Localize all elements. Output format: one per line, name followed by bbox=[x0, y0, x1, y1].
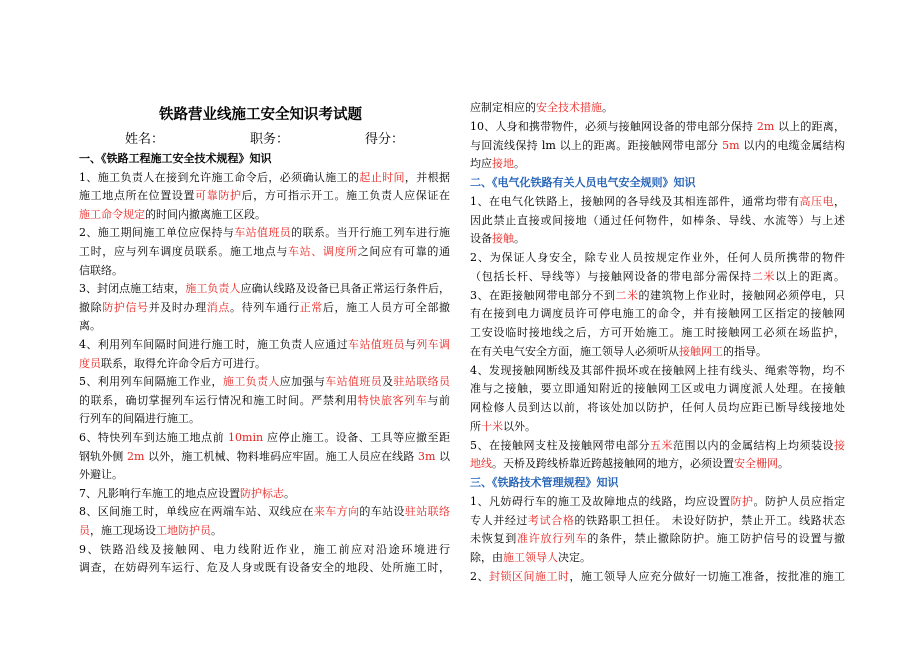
highlighted-answer: 正常 bbox=[299, 300, 323, 314]
text-line bbox=[470, 532, 845, 546]
highlighted-answer: 车站值班员 bbox=[325, 375, 383, 389]
text-line bbox=[79, 431, 450, 445]
text-run: 。 bbox=[778, 457, 789, 471]
text-line bbox=[79, 450, 450, 464]
text-run: 钢轨外侧 bbox=[79, 449, 127, 463]
highlighted-answer: 车站值班员 bbox=[348, 338, 405, 351]
highlighted-answer: 施工命令规定 bbox=[79, 207, 145, 221]
text-run: 除，由 bbox=[470, 551, 503, 564]
text-run: 未恢复到 bbox=[470, 532, 517, 546]
text-run: 与 bbox=[404, 338, 417, 351]
text-run: 施工地点所在位置设置 bbox=[79, 189, 196, 203]
text-line bbox=[470, 232, 525, 246]
text-run: 1、施工负责人在接到允许施工命令后，必须确认施工的 bbox=[79, 170, 360, 184]
text-run: 。 bbox=[211, 524, 222, 537]
text-run: 并及时办理 bbox=[148, 300, 207, 314]
highlighted-answer: 准许放行列车 bbox=[516, 532, 588, 546]
text-line bbox=[470, 270, 845, 284]
section-heading bbox=[470, 176, 696, 190]
text-line bbox=[470, 101, 613, 115]
text-run: 应确认线路及设备已具备正常运行条件后， bbox=[240, 282, 450, 296]
text-line bbox=[470, 345, 767, 359]
text-run: ， bbox=[834, 194, 845, 208]
text-run: 应停止施工。设备、工具等应撤至距 bbox=[263, 431, 450, 444]
text-run: 应制定相应的 bbox=[470, 101, 536, 114]
highlighted-answer: 来车方向 bbox=[313, 505, 360, 519]
highlighted-answer: 特快旅客列车 bbox=[357, 393, 428, 407]
text-line bbox=[79, 375, 450, 389]
text-line bbox=[470, 420, 536, 434]
highlighted-answer: 车站、调度所 bbox=[288, 245, 358, 258]
text-line bbox=[79, 357, 266, 371]
text-run: 1、在电气化铁路上，接触网的各导线及其相连部件，通常均带有 bbox=[470, 194, 800, 208]
text-run: 二、《电气化铁路有关人员电气安全规则》知识 bbox=[470, 176, 696, 189]
text-line bbox=[79, 226, 450, 240]
highlighted-answer: 封锁区间施工时 bbox=[489, 569, 570, 583]
text-run: 以上的距离， bbox=[774, 119, 845, 133]
highlighted-answer: 员 bbox=[79, 524, 90, 537]
highlighted-answer: 5m bbox=[722, 138, 740, 152]
highlighted-answer: 驻站联络员 bbox=[393, 375, 450, 389]
page-title: 铁路营业线施工安全知识考试题 bbox=[159, 106, 362, 123]
text-line bbox=[79, 189, 450, 203]
text-line bbox=[470, 139, 845, 153]
text-run: 范围以内的金属结构上均须装设 bbox=[673, 438, 834, 452]
text-line bbox=[79, 171, 450, 185]
text-run: 1、凡妨碍行车的施工及故障地点的线路，均应设置 bbox=[470, 494, 731, 508]
highlighted-answer: 车站值班员 bbox=[234, 226, 292, 240]
text-run: 专人并经过 bbox=[470, 513, 529, 527]
text-line bbox=[79, 412, 200, 426]
text-run: 的车站设 bbox=[359, 505, 405, 519]
text-run: 联系，取得允许命令后方可进行。 bbox=[101, 356, 266, 370]
text-run: 后，施工人员方可全部撤 bbox=[322, 300, 450, 314]
text-run: 的铁路职工担任。 未设好防护，禁止开工。线路状态 bbox=[574, 513, 845, 527]
text-run: 的时间内撤离施工区段。 bbox=[145, 207, 266, 221]
highlighted-answer: 接地 bbox=[492, 157, 514, 171]
text-line bbox=[79, 264, 123, 278]
text-line bbox=[470, 401, 845, 415]
text-run: 有在接到电力调度员许可停电施工的命令，并有接触网工区指定的接触网 bbox=[470, 307, 845, 321]
highlighted-answer: 消点 bbox=[206, 300, 230, 314]
text-run: 设备 bbox=[470, 232, 492, 246]
text-run: 10、人身和携带物件，必须与接触网设备的带电部分保持 bbox=[470, 119, 757, 133]
text-line bbox=[470, 289, 845, 303]
text-run: 9、铁路沿线及接触网、电力线附近作业，施工前应对沿途环境进行 bbox=[79, 542, 450, 556]
text-line bbox=[79, 301, 450, 315]
text-line bbox=[470, 364, 845, 378]
text-run: 离。 bbox=[79, 319, 101, 333]
text-line bbox=[470, 214, 845, 228]
text-line bbox=[470, 439, 845, 453]
text-run: 7、凡影响行车施工的地点应设置 bbox=[79, 486, 240, 500]
highlighted-answer: 工地防护员 bbox=[156, 524, 211, 537]
text-run: 在有关电气安全方面，施工领导人必须听从 bbox=[470, 344, 679, 358]
highlighted-answer: 接触网工 bbox=[679, 344, 723, 358]
text-run: ，并根据 bbox=[404, 170, 450, 184]
text-run: 与回流线保持 lm 以上的距离。距接触网带电部分 bbox=[470, 138, 723, 152]
text-line bbox=[470, 195, 845, 209]
highlighted-answer: 起止时间 bbox=[359, 170, 405, 184]
highlighted-answer: 地线 bbox=[470, 457, 492, 471]
highlighted-answer: 高压电 bbox=[799, 194, 834, 208]
text-run: 以 bbox=[435, 449, 450, 463]
text-run: 工时，应与列车调度员联系。施工地点与 bbox=[79, 245, 289, 258]
text-run: 以外。 bbox=[503, 419, 536, 433]
text-line bbox=[79, 561, 450, 575]
text-run: 。天桥及跨线桥靠近跨越接触网的地方，必须设置 bbox=[492, 457, 734, 471]
highlighted-answer: 驻站联络 bbox=[404, 505, 450, 519]
highlighted-answer: 考试合格 bbox=[528, 513, 575, 527]
text-run: 以外，施工机械、物料堆码应牢固。施工人员应在线路 bbox=[144, 449, 418, 463]
text-run: 。 bbox=[602, 101, 613, 114]
score-field-label: 得分： bbox=[365, 132, 405, 147]
text-run: 因此禁止直接或间接地（通过任何物件，如棒条、导线、水流等）与上述 bbox=[470, 213, 845, 227]
highlighted-answer: 安全栅网 bbox=[734, 457, 778, 471]
text-line bbox=[470, 495, 845, 509]
text-run: 3、封闭点施工结束， bbox=[79, 282, 186, 296]
text-run: 2、为保证人身安全，除专业人员按规定作业外，任何人员所携带的物件 bbox=[470, 251, 845, 264]
text-run: 决定。 bbox=[558, 551, 591, 564]
text-run: 信联络。 bbox=[79, 263, 123, 277]
text-line bbox=[470, 251, 845, 265]
text-run: 行列车的间隔进行施工。 bbox=[79, 412, 200, 426]
text-run: ，施工领导人应充分做好一切施工准备，按批准的施工 bbox=[569, 569, 845, 583]
highlighted-answer: 二米 bbox=[751, 269, 776, 283]
text-run: 与前 bbox=[427, 393, 450, 407]
text-line bbox=[470, 382, 845, 396]
text-run: 4、发现接触网断线及其部件损坏或在接触网上挂有线头、绳索等物，均不 bbox=[470, 363, 845, 377]
text-run: 网检修人员到达以前，将该处加以防护，任何人员均应距已断导线接地处 bbox=[470, 401, 845, 414]
highlighted-answer: 10min bbox=[228, 431, 264, 444]
text-run: 均应 bbox=[470, 157, 492, 171]
text-line bbox=[470, 457, 789, 471]
text-run: 2、施工期间施工单位应保持与 bbox=[79, 226, 235, 240]
highlighted-answer: 施工负责人 bbox=[222, 375, 280, 389]
text-line bbox=[79, 282, 450, 296]
text-line bbox=[79, 524, 222, 538]
text-run: ，施工现场设 bbox=[90, 524, 156, 537]
text-run: 后，方可指示开工。施工负责人应保证在 bbox=[241, 189, 450, 203]
text-run: 2、 bbox=[470, 569, 489, 583]
text-line bbox=[79, 394, 450, 408]
text-line bbox=[79, 487, 295, 501]
highlighted-answer: 施工领导人 bbox=[503, 551, 558, 564]
text-line bbox=[470, 551, 591, 565]
highlighted-answer: 防护 bbox=[730, 494, 754, 508]
highlighted-answer: 接 bbox=[834, 438, 845, 452]
name-field-label: 姓名： bbox=[125, 132, 165, 147]
text-run: 准与之接触，要立即通知附近的接触网工区或电力调度派人处理。在接触 bbox=[470, 382, 845, 396]
text-run: 之间应有可靠的通 bbox=[357, 245, 450, 258]
highlighted-answer: 3m bbox=[417, 449, 436, 463]
text-run: 5、在接触网支柱及接触网带电部分 bbox=[470, 438, 650, 452]
text-run: 4、利用列车间隔时间进行施工时，施工负责人应通过 bbox=[79, 338, 348, 351]
highlighted-answer: 2m bbox=[756, 119, 775, 133]
text-line bbox=[470, 157, 525, 171]
highlighted-answer: 防护标志 bbox=[240, 486, 284, 500]
text-run: 应加强与 bbox=[279, 375, 326, 389]
text-run: 3、在距接触网带电部分不到 bbox=[470, 288, 616, 302]
text-run: 所 bbox=[470, 419, 481, 433]
section-heading bbox=[79, 152, 272, 166]
text-line bbox=[470, 120, 845, 134]
highlighted-answer: 接触 bbox=[492, 232, 514, 246]
text-line bbox=[79, 543, 450, 557]
text-run: 以上的距离。 bbox=[775, 269, 845, 283]
position-field-label: 职务： bbox=[250, 132, 290, 147]
text-line bbox=[79, 338, 450, 352]
text-line bbox=[470, 307, 845, 321]
highlighted-answer: 五米 bbox=[650, 438, 673, 452]
highlighted-answer: 十米 bbox=[481, 419, 503, 433]
highlighted-answer: 二米 bbox=[615, 288, 639, 302]
text-line bbox=[470, 514, 845, 528]
text-run: 的联系。当开行施工列车进行施 bbox=[291, 226, 450, 240]
section-heading bbox=[470, 476, 619, 490]
highlighted-answer: 2m bbox=[127, 449, 145, 463]
text-run: （包括长杆、导线等）与接触网设备的带电部分需保持 bbox=[470, 269, 752, 283]
highlighted-answer: 可靠防护 bbox=[195, 189, 242, 203]
text-run: 的联系，确切掌握列车运行情况和施工时间。严禁利用 bbox=[79, 393, 358, 407]
text-line bbox=[470, 570, 845, 584]
text-line bbox=[79, 208, 266, 222]
text-line bbox=[79, 319, 101, 333]
text-run: 的条件，禁止撤除防护。施工防护信号的设置与撤 bbox=[587, 532, 845, 546]
text-run: 撤除 bbox=[79, 300, 103, 314]
text-run: 。防护人员应指定 bbox=[753, 494, 845, 508]
text-run: 6、特快列车到达施工地点前 bbox=[79, 431, 229, 444]
text-run: 调查，在妨碍列车运行、危及人身或既有设备安全的地段、处所施工时， bbox=[79, 561, 450, 575]
text-run: 以内的电缆金属结构 bbox=[739, 138, 845, 152]
text-run: 。 bbox=[514, 232, 525, 246]
text-run: 三、《铁路技术管理规程》知识 bbox=[470, 476, 619, 489]
text-run: 的建筑物上作业时，接触网必须停电，只 bbox=[638, 288, 845, 302]
text-line bbox=[79, 245, 450, 259]
text-run: 5、利用列车间隔施工作业， bbox=[79, 375, 223, 389]
highlighted-answer: 施工负责人 bbox=[185, 282, 241, 296]
highlighted-answer: 安全技术措施 bbox=[536, 101, 602, 114]
text-line bbox=[79, 505, 450, 519]
text-run: 8、区间施工时，单线应在两端车站、双线应在 bbox=[79, 505, 314, 519]
text-line bbox=[470, 326, 845, 340]
text-run: 的指导。 bbox=[723, 344, 767, 358]
text-run: 。 bbox=[514, 157, 525, 171]
text-run: 外避让。 bbox=[79, 468, 123, 482]
text-line bbox=[79, 468, 123, 482]
highlighted-answer: 度员 bbox=[79, 356, 101, 370]
text-run: 。 bbox=[284, 486, 295, 500]
text-run: 工安设临时接地线之后，方可开始施工。施工时接触网工必须在场监护， bbox=[470, 326, 845, 339]
highlighted-answer: 列车调 bbox=[416, 338, 450, 351]
text-run: 。待列车通行 bbox=[230, 300, 300, 314]
highlighted-answer: 防护信号 bbox=[102, 300, 149, 314]
text-run: 一、《铁路工程施工安全技术规程》知识 bbox=[79, 152, 272, 165]
text-run: 及 bbox=[382, 375, 394, 389]
